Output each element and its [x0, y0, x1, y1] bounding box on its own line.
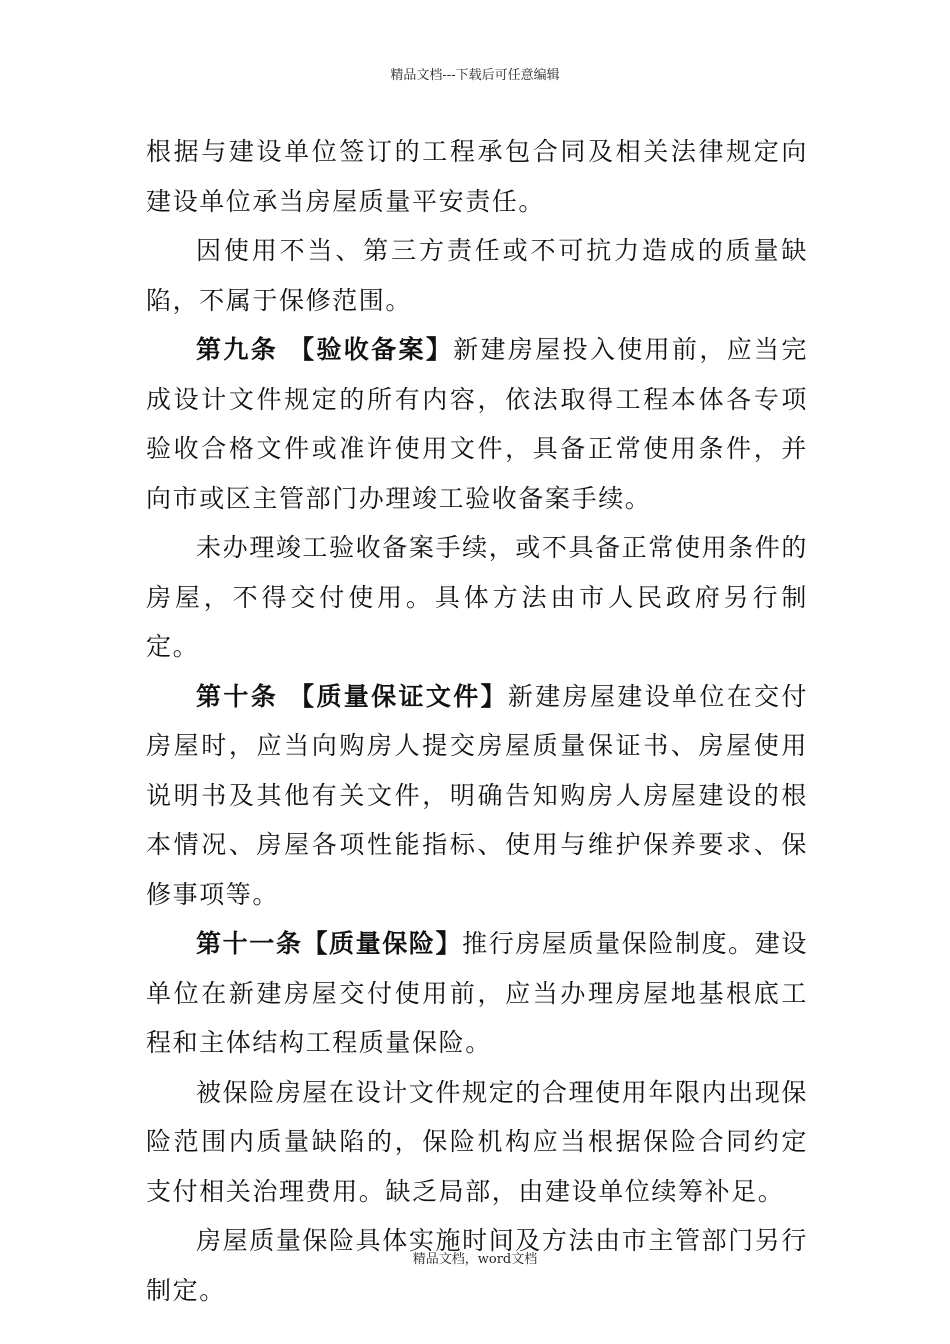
document-body — [146, 127, 808, 1315]
paragraph-1 — [146, 127, 808, 226]
paragraph-4 — [146, 523, 808, 672]
article-10 — [146, 672, 808, 920]
page-footer: 精品文档，word文档 — [412, 1252, 538, 1267]
paragraph-2 — [146, 226, 808, 325]
article-title: 【验收备案】 — [289, 335, 454, 364]
paragraph-text: 未办理竣工验收备案手续，或不具备正常使用条件的房屋，不得交付使用。具体方法由市人民政府另行制定。 — [146, 533, 808, 661]
article-number: 第九条 — [196, 335, 290, 364]
paragraph-text: 房屋质量保险具体实施时间及方法由市主管部门另行制定。 — [146, 1226, 808, 1305]
article-number: 第十条 — [196, 681, 290, 711]
article-11 — [146, 919, 808, 1068]
paragraph-text: 推行房屋质量保险制度。建设单位在新建房屋交付使用前，应当办理房屋地基根底工程和主体结构工程质量保险。 — [146, 929, 808, 1057]
paragraph-text: 被保险房屋在设计文件规定的合理使用年限内出现保险范围内质量缺陷的，保险机构应当根据保险合同约定支付相关治理费用。缺乏局部，由建设单位续筹补足。 — [146, 1077, 808, 1206]
article-9 — [146, 325, 808, 523]
page-header: 精品文档---下载后可任意编辑 — [390, 68, 560, 83]
article-number: 第十一条 — [196, 929, 303, 958]
paragraph-text: 新建房屋投入使用前，应当完成设计文件规定的所有内容，依法取得工程本体各专项验收合格文件或准许使用文件，具备正常使用条件，并向市或区主管部门办理竣工验收备案手续。 — [146, 335, 808, 513]
paragraph-7 — [146, 1068, 808, 1217]
article-title: 【质量保险】 — [302, 929, 463, 958]
paragraph-text: 因使用不当、第三方责任或不可抗力造成的质量缺陷，不属于保修范围。 — [146, 236, 808, 315]
paragraph-text: 新建房屋建设单位在交付房屋时，应当向购房人提交房屋质量保证书、房屋使用说明书及其他有关文件，明确告知购房人房屋建设的根本情况、房屋各项性能指标、使用与维护保养要求、保修事项等。 — [146, 681, 808, 909]
paragraph-text: 根据与建设单位签订的工程承包合同及相关法律规定向建设单位承当房屋质量平安责任。 — [146, 137, 808, 216]
article-title: 【质量保证文件】 — [289, 681, 508, 711]
